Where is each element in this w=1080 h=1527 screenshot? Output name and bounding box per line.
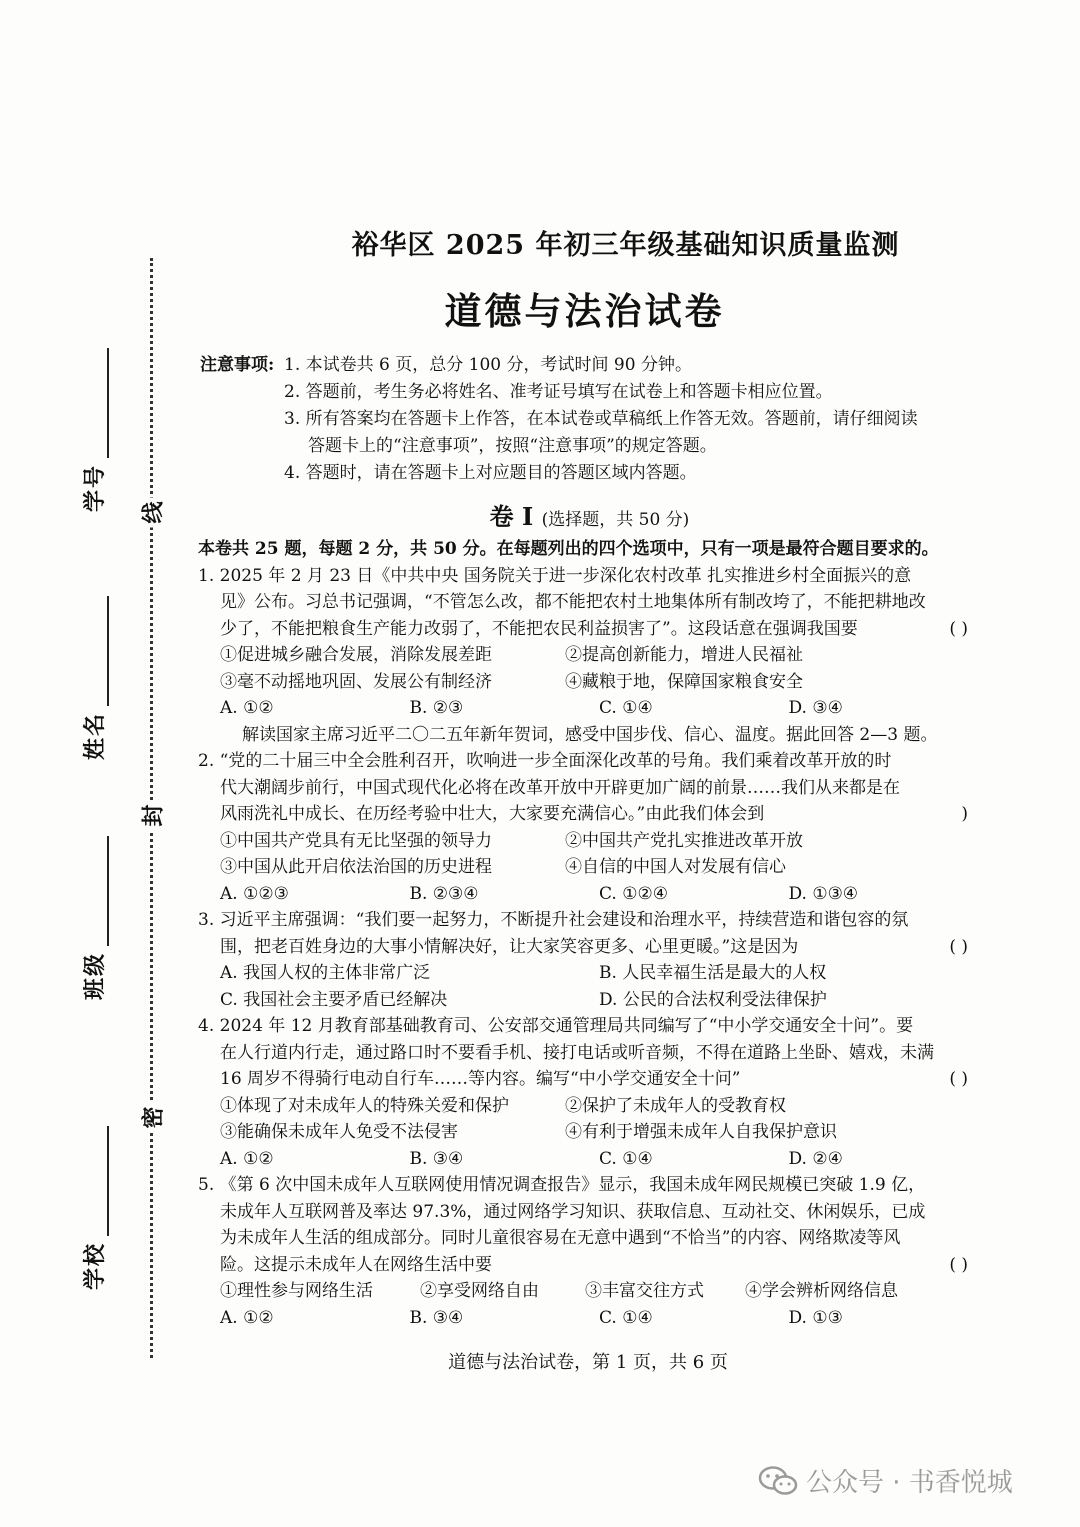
option: ③丰富交往方式 <box>585 1281 704 1301</box>
option: ④学会辨析网络信息 <box>745 1281 898 1301</box>
binding-margin <box>0 0 180 1527</box>
option: ②提高创新能力，增进人民福祉 <box>565 645 803 665</box>
choice-a[interactable]: A. ①② <box>220 698 274 718</box>
option: ③毫不动摇地巩固、发展公有制经济 <box>220 671 492 692</box>
option: ④自信的中国人对发展有信心 <box>565 857 786 877</box>
questions-body <box>198 536 978 1331</box>
answer-paren[interactable]: ( ) <box>949 936 968 957</box>
choice-a[interactable]: A. 我国人权的主体非常广泛 <box>220 963 431 983</box>
watermark-text: 公众号 · 书香悦城 <box>806 1468 1013 1498</box>
question-line: 5. 《第 6 次中国未成年人互联网使用情况调查报告》显示，我国未成年网民规模已突破 1.9 亿， <box>198 1175 926 1195</box>
question-line: 少了，不能把粮食生产能力改弱了，不能把农民利益损害了”。这段话意在强调我国要 <box>220 618 858 639</box>
option: ①理性参与网络生活 <box>220 1281 373 1301</box>
page-footer: 道德与法治试卷，第 1 页，共 6 页 <box>448 1352 728 1373</box>
question-line: 围，把老百姓身边的大事小情解决好，让大家笑容更多、心里更暖。”这是因为 <box>220 936 799 957</box>
note-item: 3. 所有答案均在答题卡上作答，在本试卷或草稿纸上作答无效。答题前，请仔细阅读 <box>284 409 918 429</box>
option: ②中国共产党扎实推进改革开放 <box>565 830 803 851</box>
choice-b[interactable]: B. ②③ <box>409 698 464 718</box>
question-3 <box>198 907 978 1013</box>
section-title: 卷 Ⅰ <box>489 502 534 531</box>
choice-c[interactable]: C. ①②④ <box>599 883 668 904</box>
student-id-line[interactable] <box>106 348 109 458</box>
question-line: 在人行道内行走，通过路口时不要看手机、接打电话或听音频，不得在道路上坐卧、嬉戏，未满 <box>220 1042 934 1063</box>
option: ①体现了对未成年人的特殊关爱和保护 <box>220 1095 509 1116</box>
choice-d[interactable]: D. ②④ <box>788 1148 843 1169</box>
notes-block <box>200 352 980 487</box>
name-field <box>78 596 109 760</box>
choice-a[interactable]: A. ①②③ <box>220 883 289 904</box>
option: ③中国从此开启依法治国的历史进程 <box>220 857 492 877</box>
student-id-field <box>78 348 109 512</box>
answer-paren[interactable]: ( ) <box>949 618 968 639</box>
question-line: 险。这提示未成年人在网络生活中要 <box>220 1254 492 1275</box>
school-field <box>78 1126 109 1290</box>
student-id-label: 学号 <box>82 463 108 512</box>
question-line: 4. 2024 年 12 月教育部基础教育司、公安部交通管理局共同编写了“中小学交通安全十问”。要 <box>198 1016 914 1036</box>
question-1 <box>198 563 978 722</box>
choice-d[interactable]: D. ①③ <box>788 1307 843 1328</box>
answer-paren[interactable]: ( ) <box>949 1254 968 1275</box>
seal-char-xian: 线 <box>137 498 168 528</box>
choice-b[interactable]: B. ②③④ <box>409 883 479 904</box>
choice-b[interactable]: B. ③④ <box>409 1148 464 1169</box>
choice-b[interactable]: B. ③④ <box>409 1307 464 1328</box>
note-item: 4. 答题时，请在答题卡上对应题目的答题区域内答题。 <box>284 463 697 483</box>
choice-d[interactable]: D. ③④ <box>788 698 843 718</box>
answer-paren[interactable]: ( ) <box>949 1069 968 1089</box>
question-2 <box>198 748 978 907</box>
choice-c[interactable]: C. ①④ <box>599 1307 653 1328</box>
note-item: 2. 答题前，考生务必将姓名、准考证号填写在试卷上和答题卡相应位置。 <box>284 382 833 402</box>
section-note: (选择题，共 50 分) <box>541 510 690 530</box>
notes-lead: 注意事项: <box>200 355 275 375</box>
question-5 <box>198 1172 978 1331</box>
question-line: 16 周岁不得骑行电动自行车……等内容。编写“中小学交通安全十问” <box>220 1069 741 1089</box>
question-line: 未成年人互联网普及率达 97.3%，通过网络学习知识、获取信息、互动社交、休闲娱乐，已成 <box>220 1201 926 1222</box>
wechat-icon <box>758 1465 798 1497</box>
choice-c[interactable]: C. ①④ <box>599 698 653 718</box>
class-field <box>78 836 109 1000</box>
exam-title: 道德与法治试卷 <box>444 289 725 333</box>
choice-a[interactable]: A. ①② <box>220 1148 274 1169</box>
option: ④藏粮于地，保障国家粮食安全 <box>565 671 803 692</box>
option: ④有利于增强未成年人自我保护意识 <box>565 1122 837 1142</box>
option: ③能确保未成年人免受不法侵害 <box>220 1122 458 1142</box>
note-item: 答题卡上的“注意事项”，按照“注意事项”的规定答题。 <box>308 436 717 456</box>
class-line[interactable] <box>106 836 109 946</box>
choice-d[interactable]: D. ①③④ <box>788 883 859 904</box>
section-heading <box>198 497 981 532</box>
question-line: 见》公布。习总书记强调，“不管怎么改，都不能把农村土地集体所有制改垮了，不能把耕地改 <box>220 592 926 612</box>
question-line: 2. “党的二十届三中全会胜利召开，吹响进一步全面深化改革的号角。我们乘着改革开放的时 <box>198 751 892 771</box>
choice-c[interactable]: C. ①④ <box>599 1148 653 1169</box>
option: ②保护了未成年人的受教育权 <box>565 1095 786 1116</box>
answer-paren[interactable]: ) <box>961 804 968 824</box>
question-4 <box>198 1013 978 1172</box>
choice-d[interactable]: D. 公民的合法权利受法律保护 <box>599 989 827 1010</box>
seal-char-feng: 封 <box>137 801 168 831</box>
choice-b[interactable]: B. 人民幸福生活是最大的人权 <box>599 963 827 983</box>
question-line: 代大潮阔步前行，中国式现代化必将在改革开放中开辟更加广阔的前景……我们从来都是在 <box>220 777 900 798</box>
note-item: 1. 本试卷共 6 页，总分 100 分，考试时间 90 分钟。 <box>284 355 692 375</box>
question-line: 为未成年人生活的组成部分。同时儿童很容易在无意中遇到“不恰当”的内容、网络欺凌等风 <box>220 1228 901 1248</box>
section-instruction: 本卷共 25 题，每题 2 分，共 50 分。在每题列出的四个选项中，只有一项是最符合题目要求的。 <box>198 539 939 559</box>
school-label: 学校 <box>82 1241 108 1290</box>
choice-a[interactable]: A. ①② <box>220 1307 274 1328</box>
class-label: 班级 <box>82 951 108 1000</box>
watermark <box>758 1462 1013 1499</box>
option: ①中国共产党具有无比坚强的领导力 <box>220 830 492 851</box>
option: ②享受网络自由 <box>420 1281 539 1301</box>
school-line[interactable] <box>106 1126 109 1236</box>
name-label: 姓名 <box>82 711 108 760</box>
question-line: 风雨洗礼中成长、在历经考验中壮大，大家要充满信心。”由此我们体会到 <box>220 804 765 824</box>
exam-subtitle: 裕华区 2025 年初三年级基础知识质量监测 <box>351 230 900 261</box>
name-line[interactable] <box>106 596 109 706</box>
seal-char-mi: 密 <box>137 1103 168 1133</box>
question-line: 1. 2025 年 2 月 23 日《中共中央 国务院关于进一步深化农村改革 扎实推进乡村全面振兴的意 <box>198 565 912 586</box>
choice-c[interactable]: C. 我国社会主要矛盾已经解决 <box>220 989 448 1010</box>
option: ①促进城乡融合发展，消除发展差距 <box>220 645 492 665</box>
context-text: 解读国家主席习近平二〇二五年新年贺词，感受中国步伐、信心、温度。据此回答 2—3 题。 <box>242 724 938 745</box>
question-line: 3. 习近平主席强调：“我们要一起努力，不断提升社会建设和治理水平，持续营造和谐包容的氛 <box>198 910 909 930</box>
